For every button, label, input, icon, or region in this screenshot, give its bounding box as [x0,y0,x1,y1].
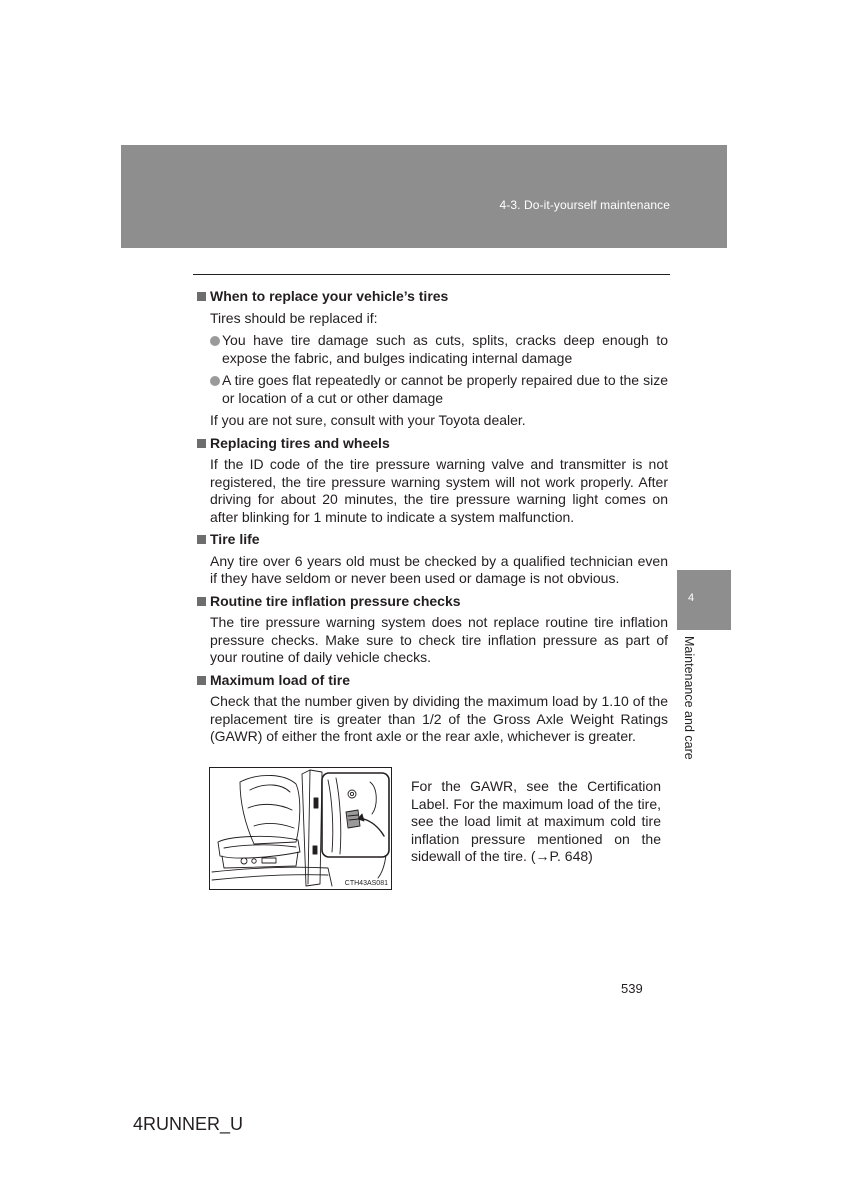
square-bullet-icon [197,535,206,544]
page-number: 539 [621,981,643,996]
list-item-text: You have tire damage such as cuts, splits, cracks deep enough to expose the fabric, and bulges indicating internal damage [222,332,668,366]
certification-label-illustration [209,767,392,890]
section-tire-life [196,531,668,588]
section-heading [196,531,668,549]
list-item [210,372,668,407]
section-body: Any tire over 6 years old must be checked by a qualified technician even if they have seldom or never been used or damage is not obvious. [210,552,668,586]
section-body: If the ID code of the tire pressure warning valve and transmitter is not registered, the tire pressure warning system will not work properly. After driving for about 20 minutes, the tire pressure warning light comes on after blinking for 1 minute to indicate a system malfunction. [210,456,668,525]
section-replacing-tires [196,435,668,527]
section-intro: Tires should be replaced if: [210,309,378,326]
list-item-text: A tire goes flat repeatedly or cannot be properly repaired due to the size or location of a cut or other damage [222,372,668,406]
square-bullet-icon [197,676,206,685]
square-bullet-icon [197,597,206,606]
section-heading [196,672,668,690]
section-heading-text: Routine tire inflation pressure checks [210,592,461,609]
bullet-list [210,332,668,407]
section-heading-text: Tire life [210,531,260,547]
section-when-to-replace [196,288,668,430]
main-content [196,288,668,751]
circle-bullet-icon [210,336,220,346]
chapter-title: Maintenance and care [682,636,696,760]
section-heading [196,593,668,611]
circle-bullet-icon [210,376,220,386]
chapter-tab [677,570,731,630]
figure-code: CTH43AS081 [344,880,388,887]
section-heading [196,288,668,306]
section-title: 4-3. Do-it-yourself maintenance [499,198,670,212]
square-bullet-icon [197,292,206,301]
chapter-number: 4 [688,592,695,604]
header-rule [193,274,670,275]
section-outro: If you are not sure, consult with your Toyota dealer. [210,412,526,428]
section-heading-text: Replacing tires and wheels [210,434,390,451]
square-bullet-icon [197,439,206,448]
section-pressure-checks [196,593,668,667]
footer-code: 4RUNNER_U [133,1114,244,1134]
section-heading [196,435,668,453]
section-heading-text: Maximum load of tire [210,671,351,688]
list-item [210,332,668,367]
section-heading-text: When to replace your vehicle’s tires [210,288,449,304]
section-body: Check that the number given by dividing the maximum load by 1.10 of the replacement tire is greater than 1/2 of the Gross Axle Weight Ratings (GAWR) of either the front axle or the rear axle, whichever is greater. [210,693,668,744]
section-body: The tire pressure warning system does not replace routine tire inflation pressure checks. Make sure to check tire inflation pressure as part of your routine of daily vehicle checks. [210,614,668,665]
figure-caption: For the GAWR, see the Certification Label. For the maximum load of the tire, see the load limit at maximum cold tire inflation pressure mentioned on the sidewall of the tire. (→P. 648) [411,778,661,864]
door-pillar-drawing [210,768,391,889]
section-maximum-load [196,672,668,746]
header-band [121,145,727,248]
